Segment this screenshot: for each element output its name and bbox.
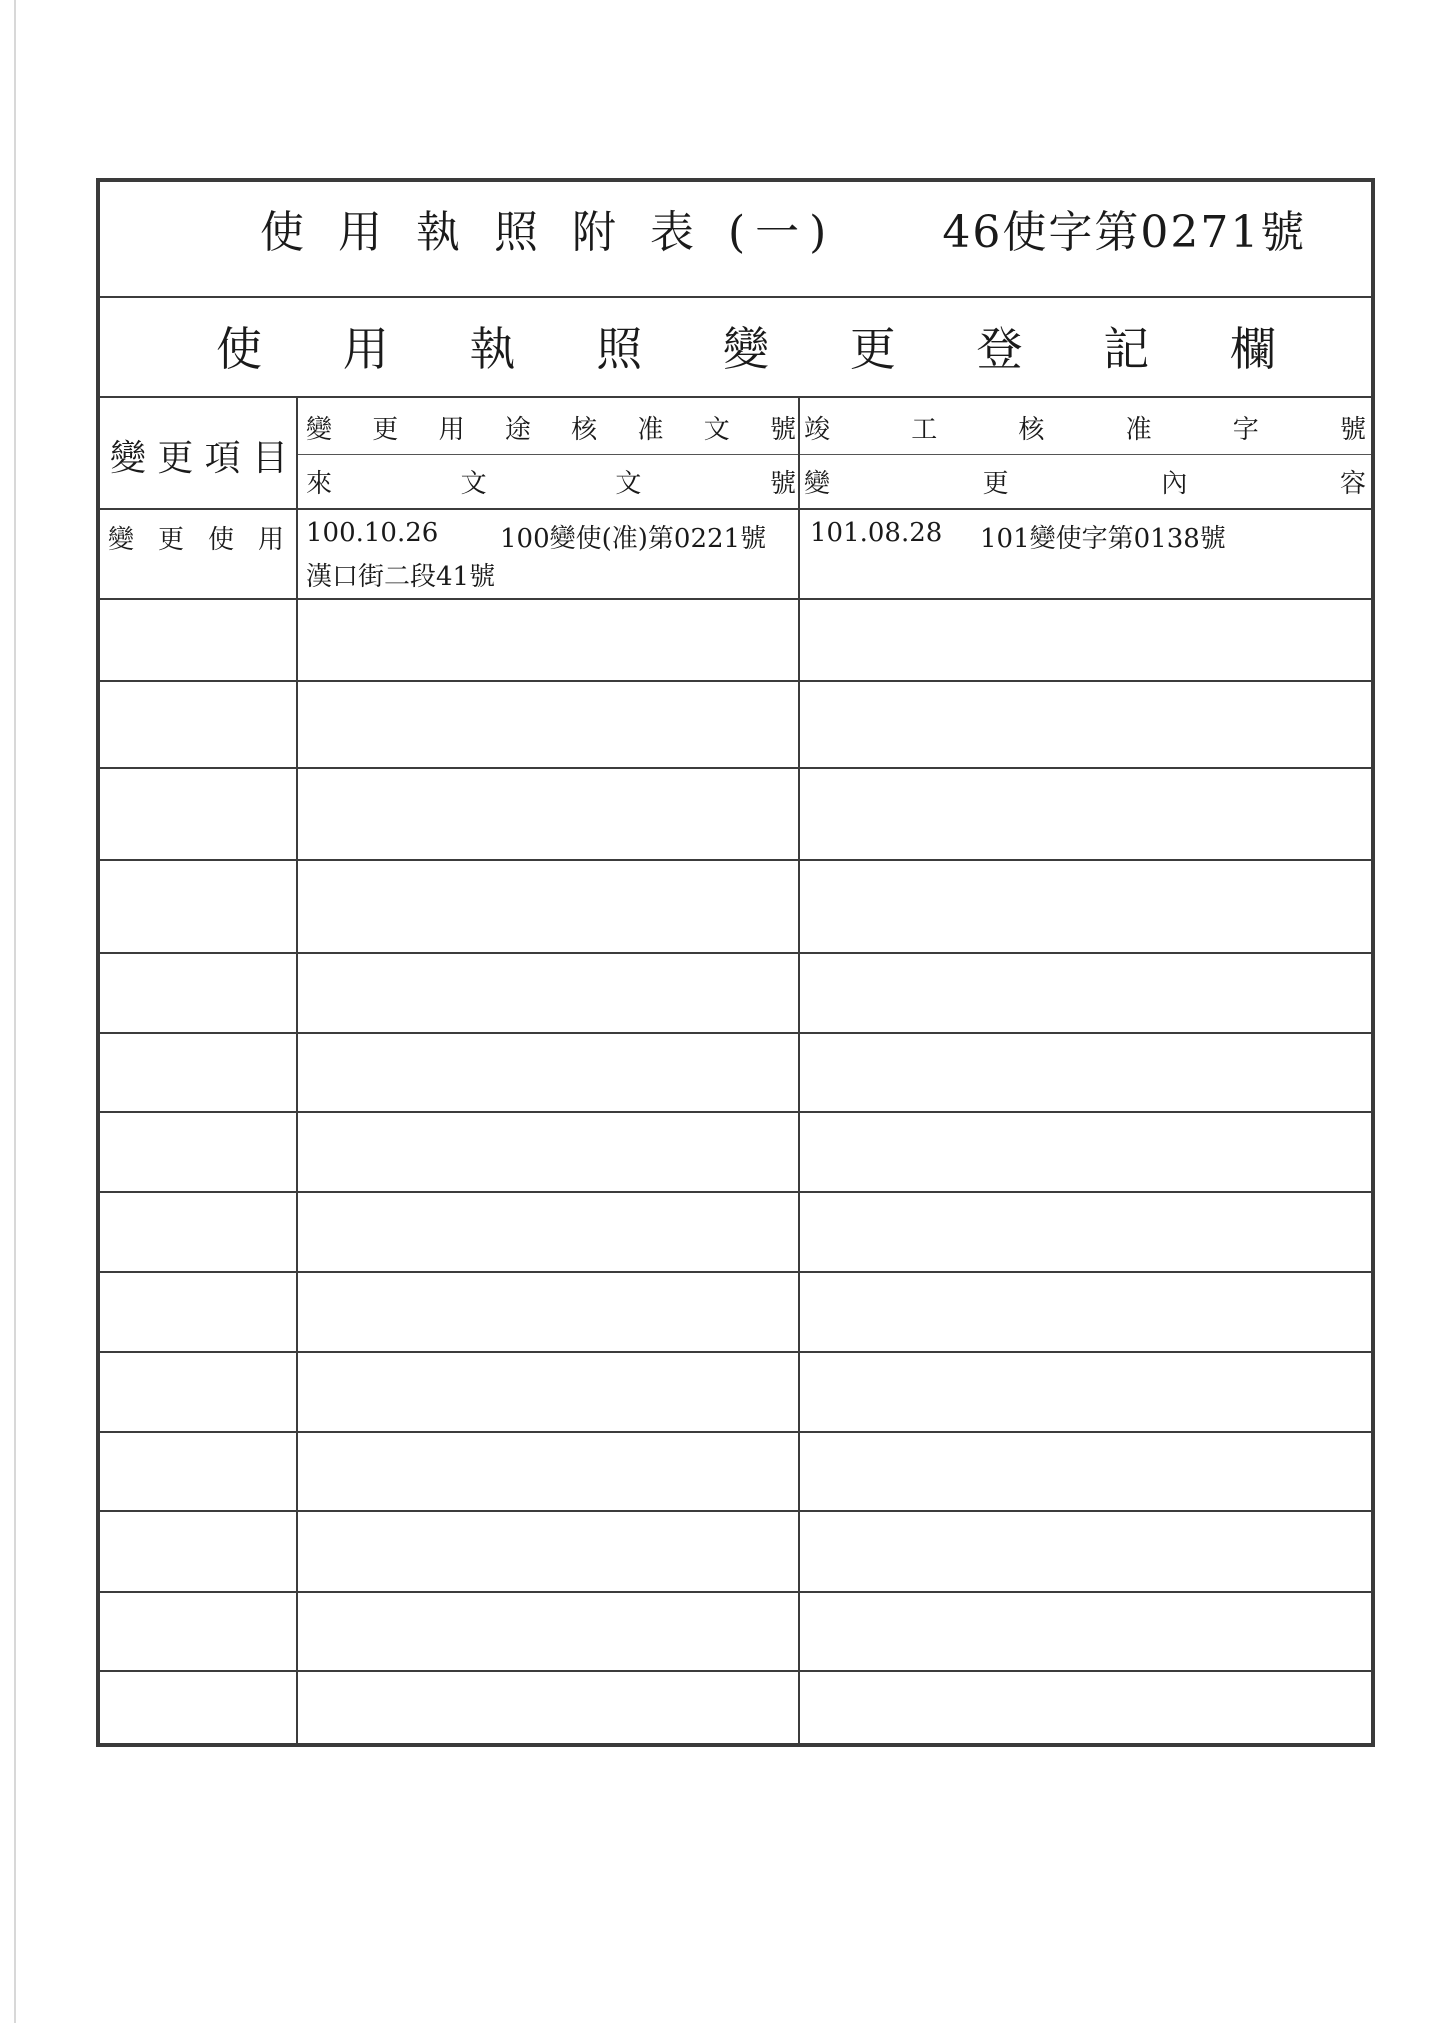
heading-divider [100,396,1371,398]
title-bracket: (一) [728,207,837,258]
row-divider [100,1271,1371,1273]
heading-char: 記 [1103,322,1150,376]
column-divider-left [296,398,298,1743]
row-divider [100,1351,1371,1353]
column-divider-middle [798,398,800,1743]
row-incoming-doc: 漢口街二段41號 [306,562,496,592]
row-divider [100,1191,1371,1193]
row-approval-number: 100變使(准)第0221號 [500,524,767,554]
heading-char: 登 [976,322,1023,376]
form-title [260,196,1306,260]
title-char: 執 [416,207,470,258]
row-divider [100,952,1371,954]
heading-char: 使 [216,322,262,376]
scan-edge-shadow [14,0,16,2023]
row-divider [100,680,1371,682]
row-change-item: 變 更 使 用 [108,524,284,555]
heading-char: 用 [342,322,389,376]
use-permit-attachment-table [96,178,1375,1747]
section-heading [216,306,1276,386]
header-change-item: 變 更 項 目 [110,437,288,479]
title-char: 附 [572,207,626,258]
row-divider [100,767,1371,769]
heading-char: 欄 [1230,322,1276,376]
heading-char: 變 [723,322,769,376]
header-bottom-divider [100,508,1371,510]
row-divider [100,1032,1371,1034]
header-mid-divider [298,454,1371,455]
row-divider [100,1111,1371,1113]
row-divider [100,1431,1371,1433]
title-char: 用 [338,207,392,258]
title-char: 表 [650,207,704,258]
title-divider [100,296,1371,298]
title-char: 使 [260,207,314,258]
heading-char: 更 [849,322,896,376]
row-divider [100,598,1371,600]
header-completion-approval-number: 竣 工 核 准 字 號 [804,414,1366,445]
row-completion-number: 101變使字第0138號 [980,524,1226,554]
row-approval-date: 100.10.26 [306,518,439,548]
header-approval-doc-number: 變 更 用 途 核 准 文 號 [306,414,796,445]
title-char: 照 [494,207,548,258]
header-change-content: 變 更 內 容 [804,468,1366,499]
row-divider [100,859,1371,861]
header-incoming-doc-number: 來 文 文 號 [306,468,796,499]
row-divider [100,1510,1371,1512]
heading-char: 照 [596,322,643,376]
heading-char: 執 [469,322,516,376]
row-completion-date: 101.08.28 [810,518,943,548]
row-divider [100,1591,1371,1593]
row-divider [100,1670,1371,1672]
license-number: 46使字第0271號 [942,207,1307,258]
